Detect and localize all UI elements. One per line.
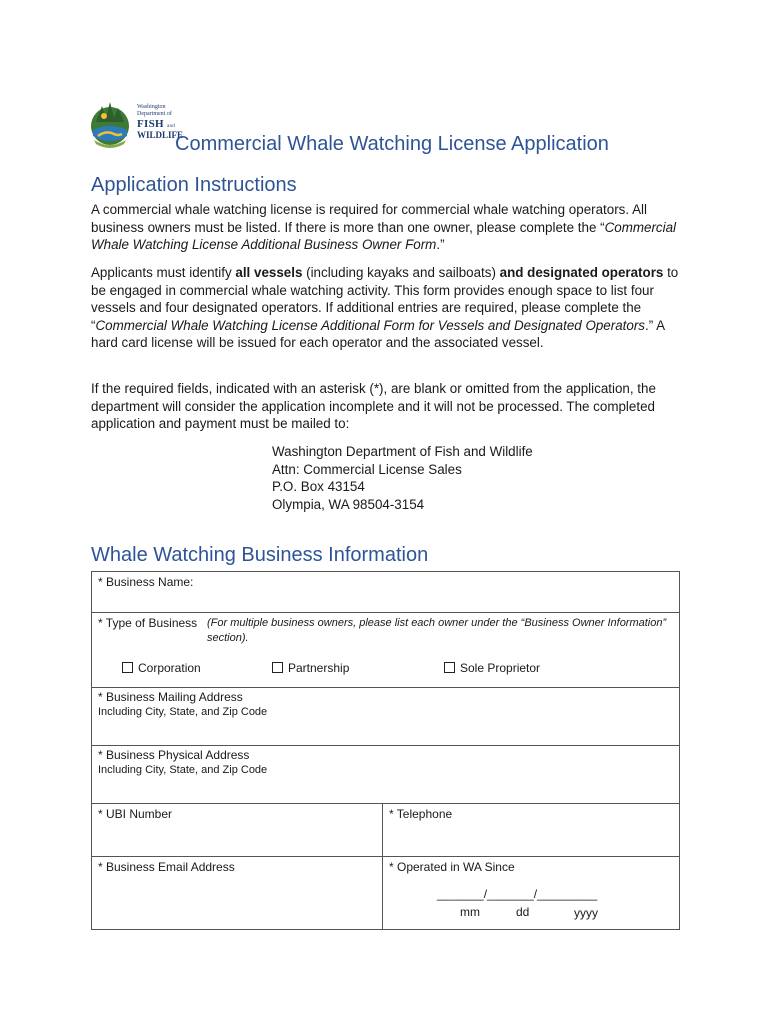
business-info-form [91,571,680,930]
ubi-number-field[interactable] [92,804,382,856]
operated-since-field[interactable] [382,857,679,929]
checkbox-icon[interactable] [444,662,455,673]
mailing-address-label: * Business Mailing Address [98,690,243,704]
address-line: P.O. Box 43154 [272,479,365,494]
option-sole-proprietor[interactable]: Sole Proprietor [444,661,540,675]
operated-since-label: * Operated in WA Since [389,860,515,874]
instructions-heading: Application Instructions [91,174,297,196]
logo-of: and [166,124,176,129]
business-type-note: (For multiple business owners, please list each owner under the “Business Owner Information” section). [207,617,667,644]
business-name-field[interactable] [92,572,679,613]
mailing-address-field[interactable] [92,688,679,746]
option-corporation[interactable]: Corporation [122,661,201,675]
ubi-number-label: * UBI Number [98,807,173,821]
business-type-label: * Type of Business [98,616,198,630]
physical-address-field[interactable] [92,746,679,804]
telephone-label: * Telephone [389,807,453,821]
business-email-label: * Business Email Address [98,860,235,874]
telephone-field[interactable] [382,804,679,856]
date-mm-label: mm [460,905,480,919]
business-email-field[interactable] [92,857,382,929]
checkbox-icon[interactable] [122,662,133,673]
ubi-phone-row [92,804,679,857]
address-line: Olympia, WA 98504-3154 [272,496,425,512]
mailing-address-block [272,443,533,513]
logo-line-4: WILDLIFE [137,130,184,140]
business-info-heading: Whale Watching Business Information [91,544,429,566]
document-title: Commercial Whale Watching License Application [175,133,609,155]
logo-line-3: FISH [137,118,164,130]
address-line: Washington Department of Fish and Wildlife [272,444,533,459]
business-name-label: * Business Name: [98,575,194,589]
business-type-row [92,613,679,688]
date-yyyy-label: yyyy [574,906,598,920]
instructions-paragraph-2: Applicants must identify all vessels (including kayaks and sailboats) and designated operators to be engaged in commercial whale watching activity. This form provides enough space to list four vessels and four designated operators. If additional entries are required, please complete the “Commercial Whale Watching License Additional Form for Vessels and Designated Operators.” A hard card license will be issued for each operator and the associated vessel. [91,265,679,350]
address-line: Attn: Commercial License Sales [272,461,462,477]
email-since-row [92,857,679,929]
checkbox-icon[interactable] [272,662,283,673]
physical-address-hint: Including City, State, and Zip Code [98,764,268,776]
instructions-paragraph-1: A commercial whale watching license is required for commercial whale watching operators. All business owners must be listed. If there is more than one owner, please complete the “Commercial Whale Watching License Additional Business Owner Form.” [91,202,677,252]
physical-address-label: * Business Physical Address [98,748,250,762]
instructions-paragraph-3: If the required fields, indicated with an asterisk (*), are blank or omitted from the application, the department will consider the application incomplete and it will not be processed. The completed application and payment must be mailed to: [91,381,656,431]
date-dd-label: dd [516,905,530,919]
option-partnership[interactable]: Partnership [272,661,349,675]
mailing-address-hint: Including City, State, and Zip Code [98,706,268,718]
logo-line-2: Department of [137,111,172,117]
logo-line-1: Washington [137,104,166,110]
date-blank-line[interactable]: _______/_______/_________ [437,887,598,901]
